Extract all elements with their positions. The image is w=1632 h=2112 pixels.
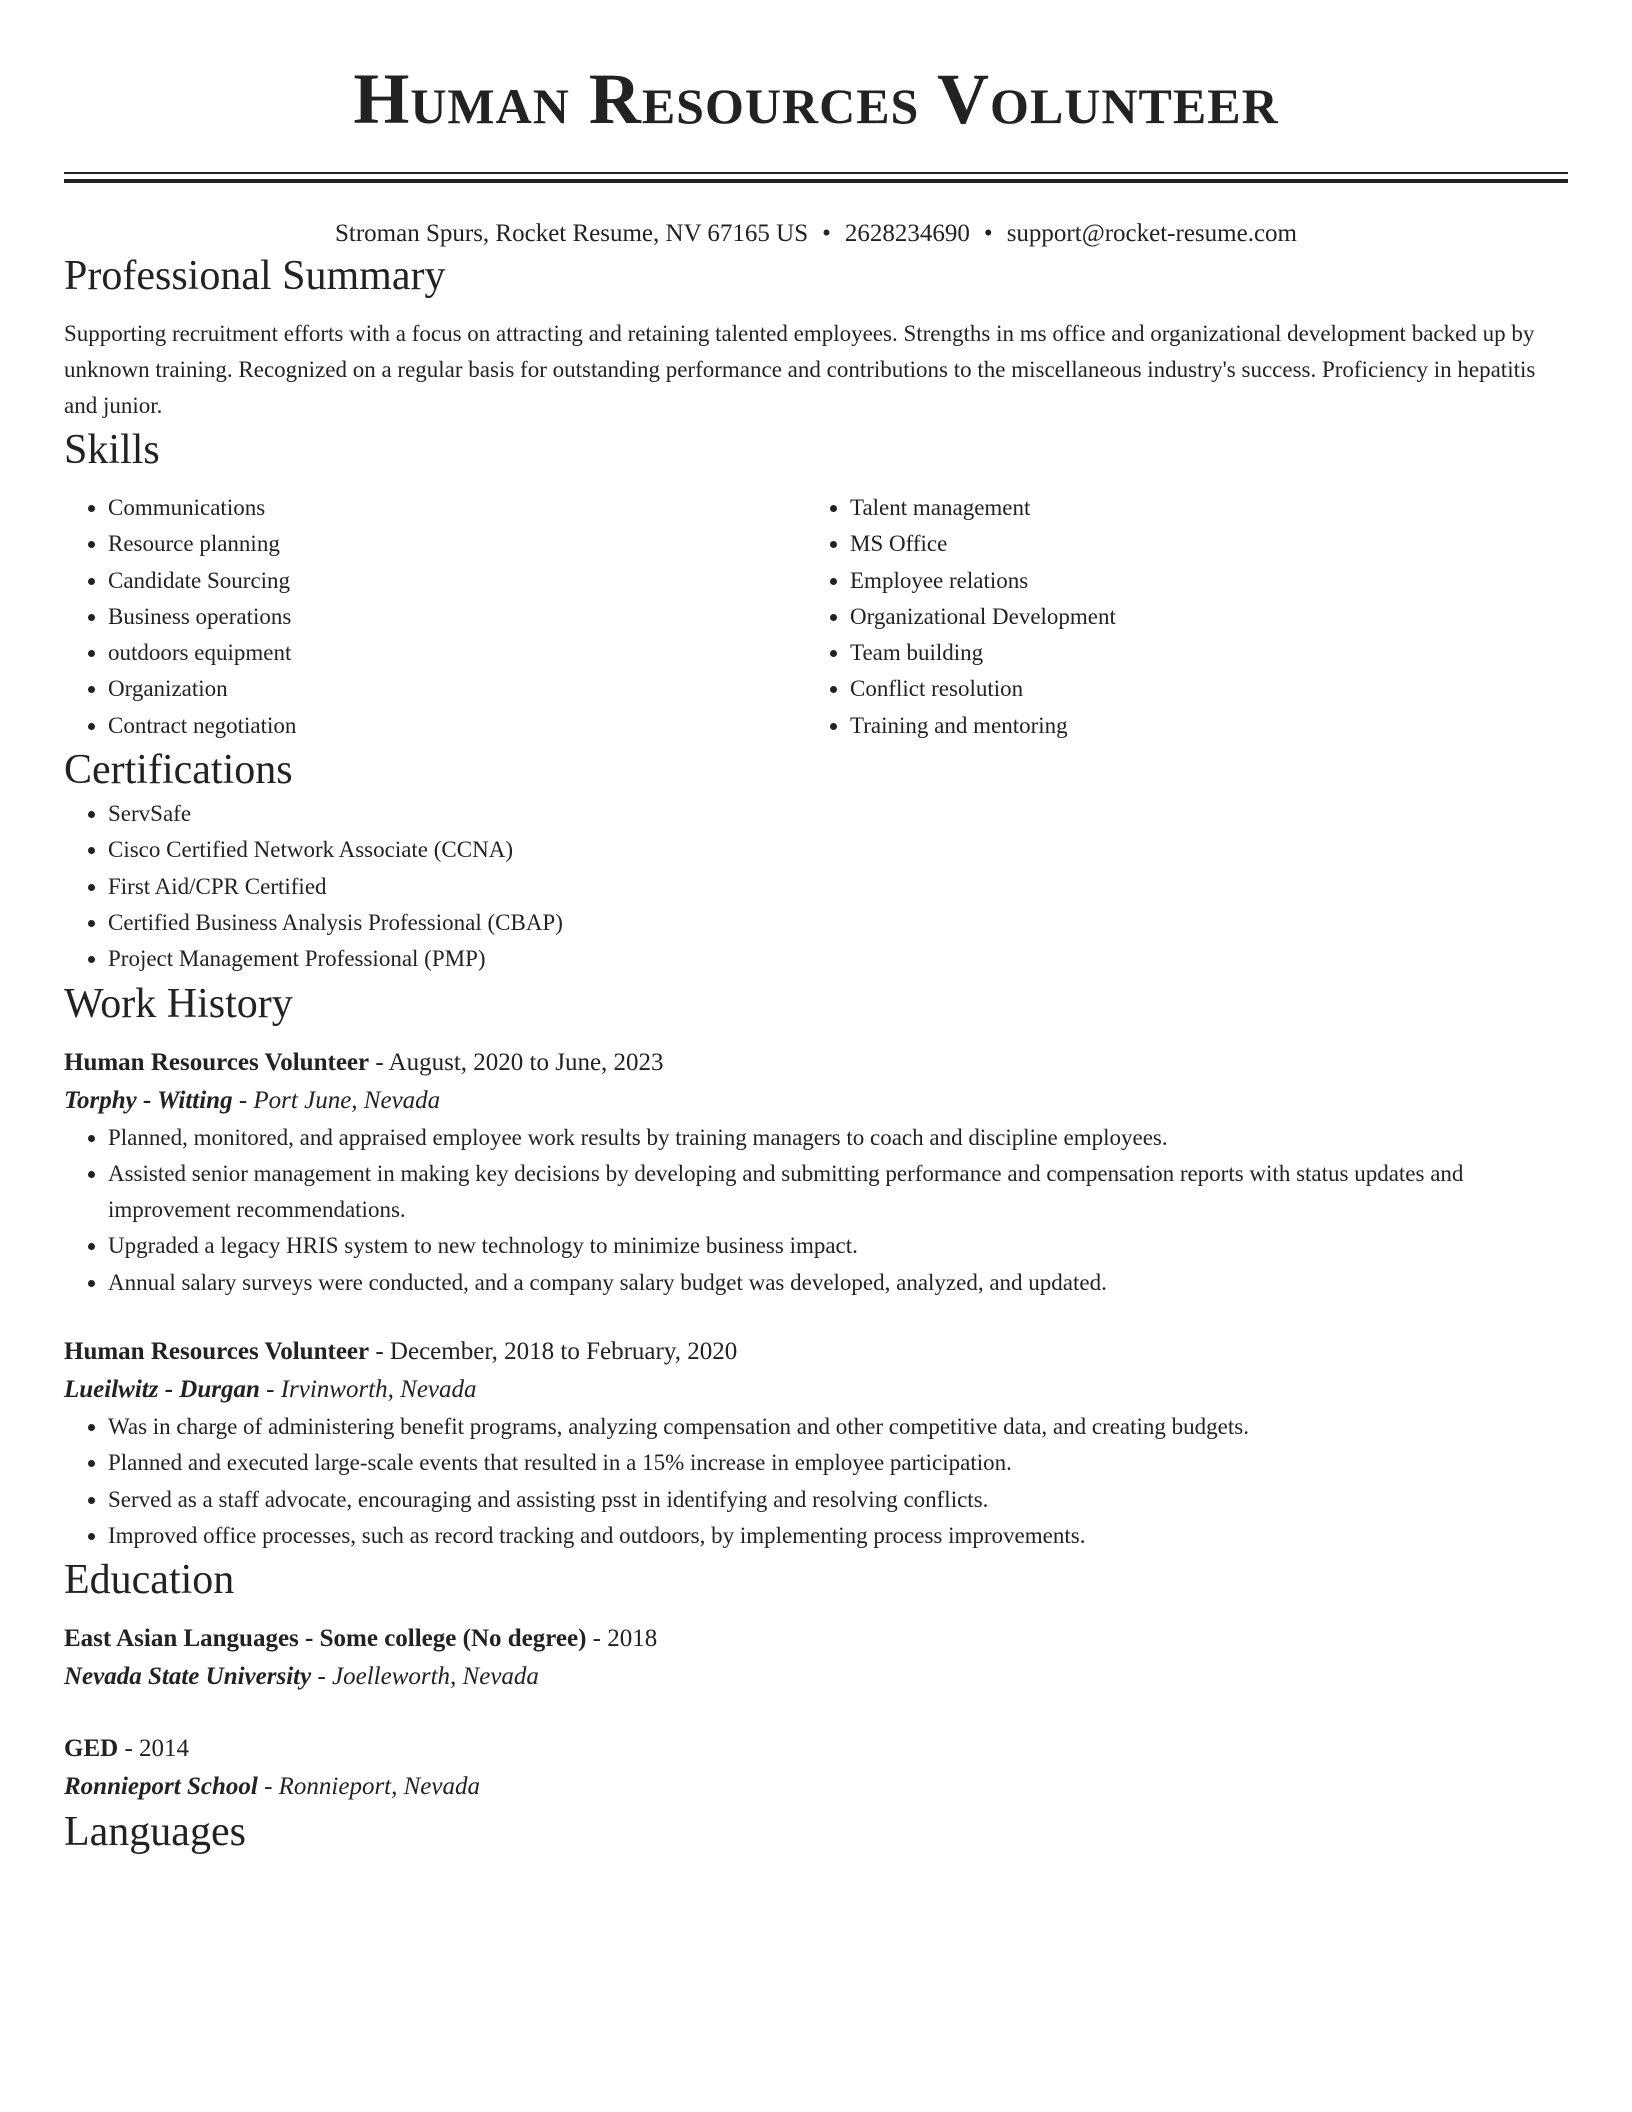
skills-left-list <box>64 490 806 744</box>
job-location: - Irvinworth, Nevada <box>259 1376 477 1404</box>
skill-item: • Conflict resolution <box>850 671 1548 707</box>
job-bullets <box>64 1120 1568 1301</box>
skill-item: • Contract negotiation <box>108 708 806 744</box>
skill-item: • Talent management <box>850 490 1548 526</box>
divider-thick-line <box>64 179 1568 183</box>
job-bullet: • Planned, monitored, and appraised employee work results by training managers to coach and discipline employees. <box>108 1120 1568 1156</box>
summary-text: Supporting recruitment efforts with a focus on attracting and retaining talented employees. Strengths in ms office and organizational development backed up by unknown training. Recognized on a regular basis for outstanding performance and contributions to the miscellaneous industry's success. Proficiency in hepatitis and junior. <box>64 321 1536 418</box>
summary-heading: Professional Summary <box>64 253 446 299</box>
job-bullet: • Planned and executed large-scale events that resulted in a 15% increase in employee participation. <box>108 1445 1568 1481</box>
job-dates: - August, 2020 to June, 2023 <box>369 1048 664 1076</box>
education-degree-line <box>64 1620 1568 1658</box>
job-company-line <box>64 1371 1568 1409</box>
skills-columns <box>64 490 1568 744</box>
languages-heading: Languages <box>64 1809 246 1856</box>
skill-item: • Employee relations <box>850 563 1548 599</box>
skill-item: • outdoors equipment <box>108 635 806 671</box>
certifications-heading: Certifications <box>64 747 293 794</box>
education-school-line <box>64 1768 1568 1806</box>
skill-item: • Communications <box>108 490 806 526</box>
certification-item: • Cisco Certified Network Associate (CCNA) <box>108 832 1568 868</box>
certifications-list <box>64 796 1568 977</box>
divider-thin-line <box>64 172 1568 174</box>
education-degree: GED <box>64 1735 119 1763</box>
job-dates: - December, 2018 to February, 2020 <box>369 1338 738 1366</box>
contact-phone: 2628234690 <box>844 220 970 247</box>
skill-item: • Business operations <box>108 599 806 635</box>
title-divider <box>64 172 1568 184</box>
job-title: Human Resources Volunteer <box>64 1048 370 1076</box>
certification-item: • Certified Business Analysis Professional (CBAP) <box>108 905 1568 941</box>
contact-address: Stroman Spurs, Rocket Resume, NV 67165 US <box>335 220 809 247</box>
certification-item: • ServSafe <box>108 796 1568 832</box>
certification-item: • First Aid/CPR Certified <box>108 869 1568 905</box>
job-title: Human Resources Volunteer <box>64 1338 370 1366</box>
job-bullet: • Was in charge of administering benefit programs, analyzing compensation and other competitive data, and creating budgets. <box>108 1409 1568 1445</box>
education-school-line <box>64 1658 1568 1696</box>
job-bullet: • Assisted senior management in making key decisions by developing and submitting performance and compensation reports with status updates and improvement recommendations. <box>108 1156 1568 1229</box>
job-bullet: • Improved office processes, such as record tracking and outdoors, by implementing process improvements. <box>108 1518 1568 1554</box>
skill-item: • Resource planning <box>108 526 806 562</box>
education-location: - Ronnieport, Nevada <box>257 1773 480 1801</box>
resume-title: Human Resources Volunteer <box>353 59 1279 139</box>
education-entry <box>64 1730 1568 1806</box>
job-bullets <box>64 1409 1568 1554</box>
skill-item: • Candidate Sourcing <box>108 563 806 599</box>
job-title-line <box>64 1333 1568 1371</box>
skills-heading: Skills <box>64 427 160 473</box>
skill-item: • Organization <box>108 671 806 707</box>
job-title-line <box>64 1044 1568 1082</box>
contact-email: support@rocket-resume.com <box>1006 220 1297 247</box>
job-bullet: • Served as a staff advocate, encouraging and assisting psst in identifying and resolving conflicts. <box>108 1482 1568 1518</box>
education-degree: East Asian Languages - Some college (No degree) <box>64 1625 587 1653</box>
skill-item: • MS Office <box>850 526 1548 562</box>
education-degree-line <box>64 1730 1568 1768</box>
job-bullet: • Annual salary surveys were conducted, and a company salary budget was developed, analyzed, and updated. <box>108 1265 1568 1301</box>
education-year: - 2018 <box>586 1625 658 1653</box>
job-bullet: • Upgraded a legacy HRIS system to new technology to minimize business impact. <box>108 1228 1568 1264</box>
skill-item: • Organizational Development <box>850 599 1548 635</box>
education-location: - Joelleworth, Nevada <box>311 1663 539 1691</box>
certification-item: • Project Management Professional (PMP) <box>108 941 1568 977</box>
education-school: Nevada State University <box>64 1663 312 1691</box>
skill-item: • Team building <box>850 635 1548 671</box>
work-history-heading: Work History <box>64 980 293 1027</box>
education-heading: Education <box>64 1557 235 1604</box>
job-company: Lueilwitz - Durgan <box>64 1376 260 1404</box>
job-location: - Port June, Nevada <box>232 1086 441 1114</box>
job-entry <box>64 1044 1568 1301</box>
contact-line <box>64 218 1568 250</box>
job-company: Torphy - Witting <box>64 1086 233 1114</box>
education-school: Ronnieport School <box>64 1773 258 1801</box>
education-year: - 2014 <box>118 1735 190 1763</box>
job-company-line <box>64 1082 1568 1120</box>
skills-right-list <box>806 490 1548 744</box>
education-entry <box>64 1620 1568 1696</box>
resume-page <box>64 0 1568 1858</box>
job-entry <box>64 1333 1568 1554</box>
contact-separator: • <box>822 220 831 247</box>
skill-item: • Training and mentoring <box>850 708 1548 744</box>
contact-separator: • <box>983 220 993 247</box>
